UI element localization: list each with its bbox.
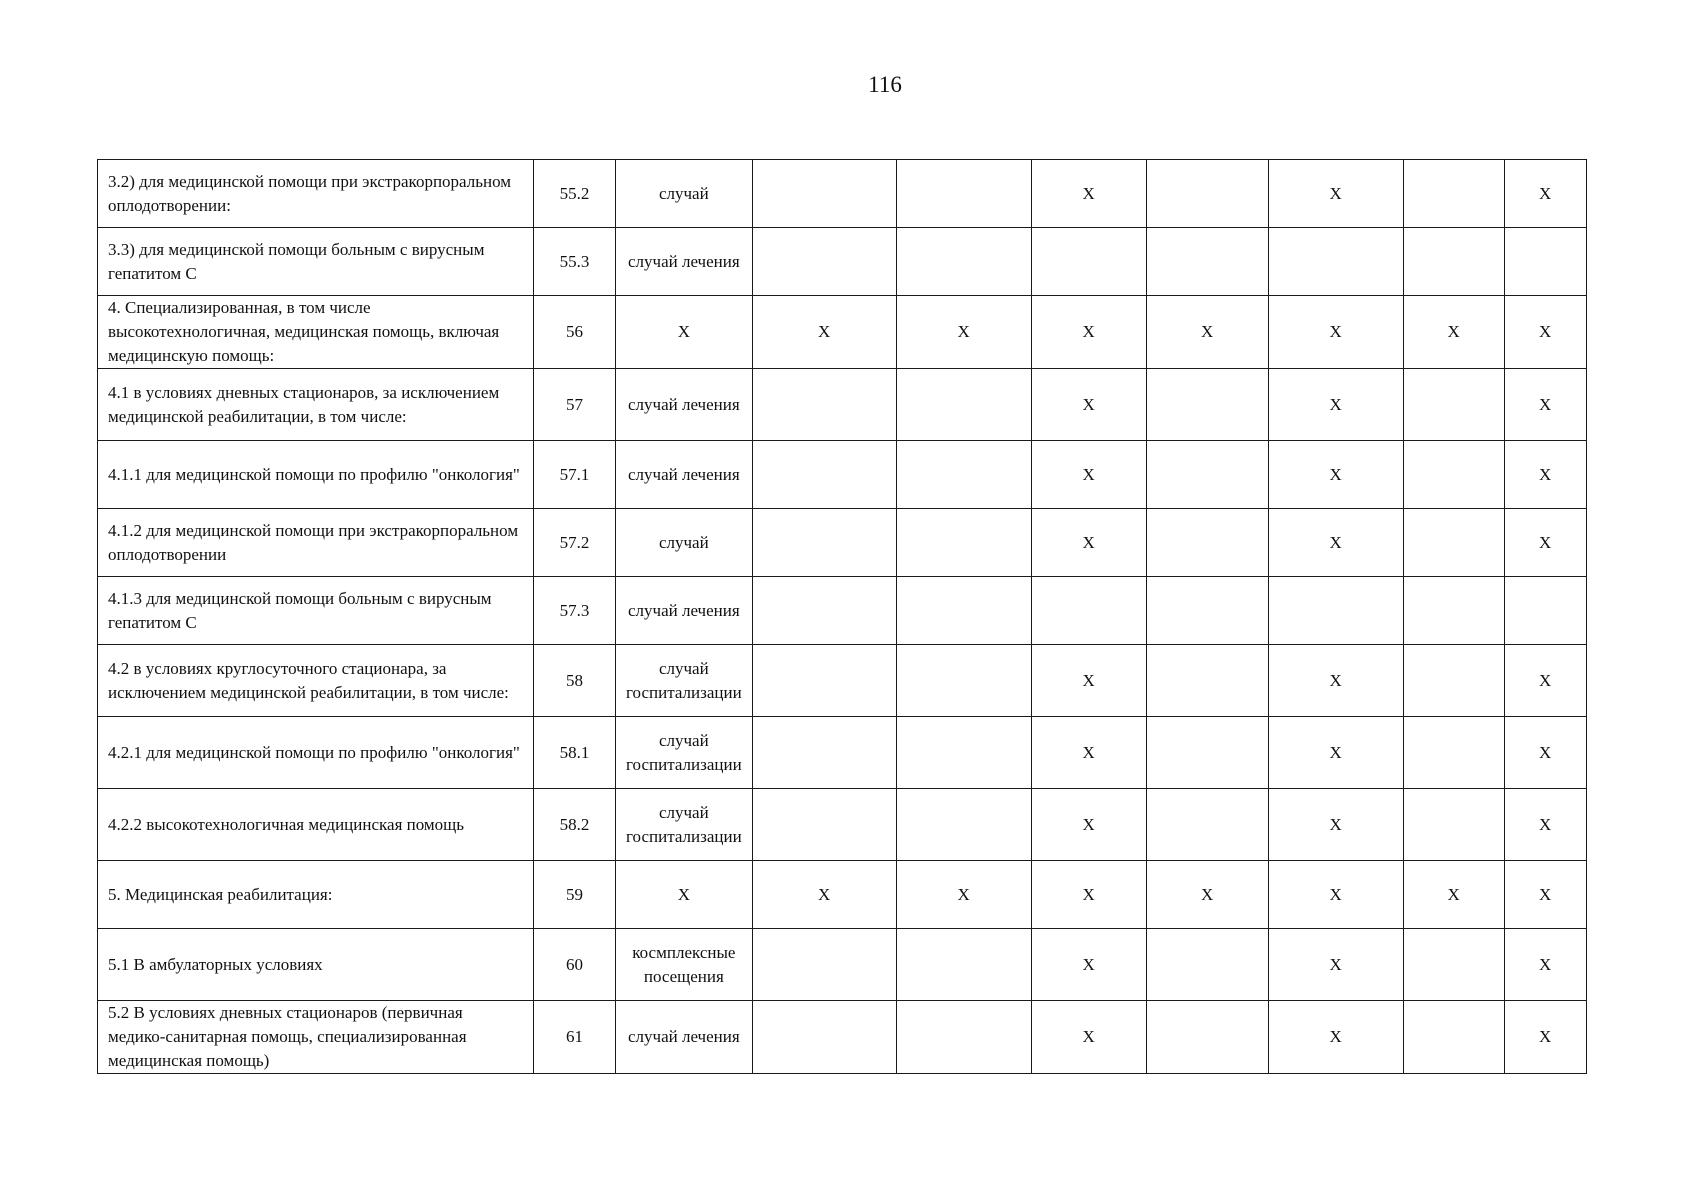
value-cell-7 [1504, 577, 1586, 645]
row-unit: случай госпитализации [616, 645, 753, 717]
value-cell-7: X [1504, 509, 1586, 577]
value-cell-4 [1146, 577, 1268, 645]
value-cell-4 [1146, 369, 1268, 441]
value-cell-5 [1268, 577, 1403, 645]
table-row [98, 296, 1587, 369]
value-cell-5: X [1268, 441, 1403, 509]
value-cell-4 [1146, 228, 1268, 296]
value-cell-1 [752, 717, 896, 789]
row-code: 60 [534, 929, 616, 1001]
value-cell-2: X [896, 296, 1031, 369]
value-cell-7: X [1504, 369, 1586, 441]
value-cell-2 [896, 577, 1031, 645]
value-cell-7: X [1504, 717, 1586, 789]
value-cell-2 [896, 789, 1031, 861]
value-cell-1: X [752, 861, 896, 929]
row-unit: случай госпитализации [616, 789, 753, 861]
value-cell-3: X [1031, 645, 1146, 717]
value-cell-6 [1403, 509, 1504, 577]
value-cell-3 [1031, 577, 1146, 645]
data-table [97, 159, 1587, 1074]
value-cell-3: X [1031, 369, 1146, 441]
value-cell-4 [1146, 441, 1268, 509]
value-cell-7: X [1504, 1001, 1586, 1074]
value-cell-6 [1403, 717, 1504, 789]
value-cell-1: X [752, 296, 896, 369]
table-row [98, 228, 1587, 296]
row-description: 5.1 В амбулаторных условиях [98, 929, 534, 1001]
value-cell-2 [896, 160, 1031, 228]
row-description: 3.3) для медицинской помощи больным с вирусным гепатитом С [98, 228, 534, 296]
value-cell-2 [896, 717, 1031, 789]
value-cell-7: X [1504, 160, 1586, 228]
value-cell-4 [1146, 509, 1268, 577]
value-cell-2 [896, 441, 1031, 509]
value-cell-1 [752, 577, 896, 645]
value-cell-7: X [1504, 861, 1586, 929]
value-cell-4 [1146, 160, 1268, 228]
table-row [98, 717, 1587, 789]
value-cell-1 [752, 160, 896, 228]
row-unit: космплексные посещения [616, 929, 753, 1001]
value-cell-2: X [896, 861, 1031, 929]
row-unit: случай госпитализации [616, 717, 753, 789]
table-row [98, 369, 1587, 441]
table-body [98, 160, 1587, 1074]
row-unit: случай лечения [616, 1001, 753, 1074]
value-cell-1 [752, 645, 896, 717]
value-cell-1 [752, 1001, 896, 1074]
value-cell-3: X [1031, 861, 1146, 929]
value-cell-7: X [1504, 645, 1586, 717]
row-description: 4.2 в условиях круглосуточного стационара, за исключением медицинской реабилитации, в том числе: [98, 645, 534, 717]
row-description: 5.2 В условиях дневных стационаров (первичная медико-санитарная помощь, специализированная медицинская помощь) [98, 1001, 534, 1074]
value-cell-6 [1403, 160, 1504, 228]
row-description: 4.2.1 для медицинской помощи по профилю "онкология" [98, 717, 534, 789]
value-cell-3: X [1031, 160, 1146, 228]
value-cell-1 [752, 441, 896, 509]
value-cell-5: X [1268, 1001, 1403, 1074]
value-cell-4: X [1146, 861, 1268, 929]
table-row [98, 789, 1587, 861]
value-cell-3: X [1031, 717, 1146, 789]
value-cell-7: X [1504, 441, 1586, 509]
row-unit: случай лечения [616, 577, 753, 645]
table-row [98, 1001, 1587, 1074]
value-cell-6 [1403, 441, 1504, 509]
value-cell-6 [1403, 369, 1504, 441]
value-cell-2 [896, 929, 1031, 1001]
value-cell-5: X [1268, 160, 1403, 228]
row-description: 5. Медицинская реабилитация: [98, 861, 534, 929]
row-code: 58 [534, 645, 616, 717]
value-cell-6 [1403, 228, 1504, 296]
table-row [98, 861, 1587, 929]
row-code: 57 [534, 369, 616, 441]
value-cell-3: X [1031, 1001, 1146, 1074]
row-description: 3.2) для медицинской помощи при экстракорпоральном оплодотворении: [98, 160, 534, 228]
value-cell-4 [1146, 929, 1268, 1001]
value-cell-3 [1031, 228, 1146, 296]
value-cell-5: X [1268, 645, 1403, 717]
row-code: 58.1 [534, 717, 616, 789]
value-cell-6 [1403, 577, 1504, 645]
row-description: 4.1.1 для медицинской помощи по профилю "онкология" [98, 441, 534, 509]
row-unit: случай лечения [616, 441, 753, 509]
value-cell-2 [896, 645, 1031, 717]
value-cell-5: X [1268, 789, 1403, 861]
value-cell-3: X [1031, 509, 1146, 577]
value-cell-4: X [1146, 296, 1268, 369]
row-unit: случай лечения [616, 369, 753, 441]
value-cell-5 [1268, 228, 1403, 296]
table-row [98, 160, 1587, 228]
row-code: 57.3 [534, 577, 616, 645]
value-cell-4 [1146, 789, 1268, 861]
value-cell-2 [896, 228, 1031, 296]
value-cell-7: X [1504, 296, 1586, 369]
value-cell-5: X [1268, 369, 1403, 441]
row-unit: X [616, 861, 753, 929]
value-cell-3: X [1031, 441, 1146, 509]
value-cell-3: X [1031, 929, 1146, 1001]
row-unit: случай [616, 509, 753, 577]
row-code: 55.2 [534, 160, 616, 228]
row-description: 4.1.3 для медицинской помощи больным с вирусным гепатитом С [98, 577, 534, 645]
value-cell-7: X [1504, 789, 1586, 861]
table-row [98, 509, 1587, 577]
row-code: 55.3 [534, 228, 616, 296]
row-unit: X [616, 296, 753, 369]
value-cell-4 [1146, 1001, 1268, 1074]
row-unit: случай лечения [616, 228, 753, 296]
value-cell-5: X [1268, 861, 1403, 929]
table-row [98, 577, 1587, 645]
row-code: 59 [534, 861, 616, 929]
value-cell-2 [896, 369, 1031, 441]
value-cell-5: X [1268, 296, 1403, 369]
row-description: 4.1.2 для медицинской помощи при экстракорпоральном оплодотворении [98, 509, 534, 577]
value-cell-5: X [1268, 509, 1403, 577]
table-row [98, 645, 1587, 717]
row-code: 56 [534, 296, 616, 369]
value-cell-6: X [1403, 296, 1504, 369]
row-unit: случай [616, 160, 753, 228]
row-code: 57.1 [534, 441, 616, 509]
value-cell-4 [1146, 717, 1268, 789]
value-cell-6 [1403, 789, 1504, 861]
value-cell-6: X [1403, 861, 1504, 929]
page-number: 116 [868, 72, 902, 97]
value-cell-1 [752, 369, 896, 441]
row-code: 57.2 [534, 509, 616, 577]
value-cell-6 [1403, 645, 1504, 717]
value-cell-6 [1403, 1001, 1504, 1074]
value-cell-3: X [1031, 296, 1146, 369]
value-cell-3: X [1031, 789, 1146, 861]
value-cell-1 [752, 789, 896, 861]
value-cell-5: X [1268, 717, 1403, 789]
value-cell-1 [752, 228, 896, 296]
row-description: 4.1 в условиях дневных стационаров, за исключением медицинской реабилитации, в том числе: [98, 369, 534, 441]
value-cell-7: X [1504, 929, 1586, 1001]
value-cell-2 [896, 509, 1031, 577]
value-cell-4 [1146, 645, 1268, 717]
value-cell-1 [752, 509, 896, 577]
table-row [98, 929, 1587, 1001]
row-description: 4. Специализированная, в том числе высокотехнологичная, медицинская помощь, включая медицинскую помощь: [98, 296, 534, 369]
value-cell-1 [752, 929, 896, 1001]
row-description: 4.2.2 высокотехнологичная медицинская помощь [98, 789, 534, 861]
table-row [98, 441, 1587, 509]
value-cell-7 [1504, 228, 1586, 296]
value-cell-6 [1403, 929, 1504, 1001]
row-code: 58.2 [534, 789, 616, 861]
row-code: 61 [534, 1001, 616, 1074]
value-cell-2 [896, 1001, 1031, 1074]
value-cell-5: X [1268, 929, 1403, 1001]
